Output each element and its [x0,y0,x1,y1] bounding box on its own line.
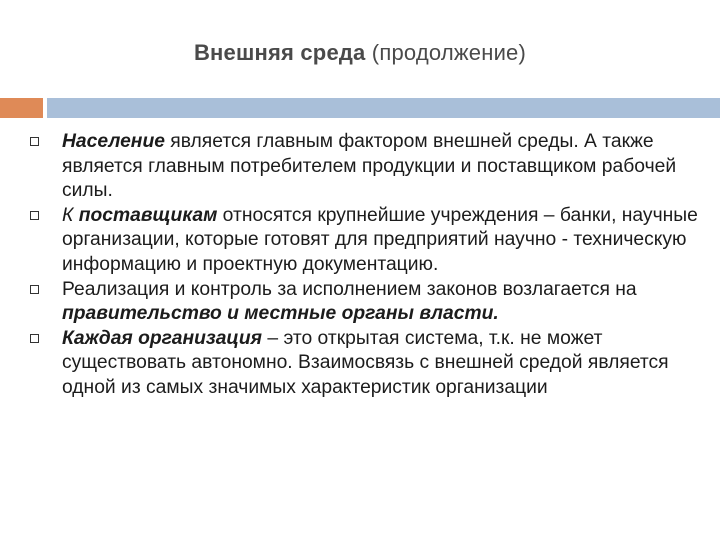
bullet-text: Реализация и контроль за исполнением законов возлагается на [62,278,637,300]
bullet-lead: Население [62,131,165,152]
bullet-item-government [30,278,702,327]
square-bullet-icon [30,137,39,146]
accent-bar-orange [0,98,43,118]
bullet-list [30,130,702,401]
bullet-lead: поставщикам [78,204,218,226]
bullet-emphasis: правительство и местные органы власти. [62,303,499,325]
bullet-item-organization [30,327,702,401]
bullet-text: – это открытая система, т.к. не может существовать автономно. Взаимосвязь с внешней средой является одной из самых значимых характеристик организации [62,327,669,398]
bullet-item-suppliers [30,204,702,278]
square-bullet-icon [30,334,39,343]
bullet-lead-prefix: К [62,204,79,226]
bullet-text: является главным фактором внешней среды. А также является главным потребителем продукции и поставщиком рабочей силы. [62,131,677,202]
bullet-text: относятся крупнейшие учреждения – банки, научные организации, которые готовят для предприятий научно - техническую информацию и проектную документацию. [62,204,698,275]
title-rest: (продолжение) [365,40,527,65]
accent-bar-blue [47,98,720,118]
square-bullet-icon [30,211,39,220]
slide-title [0,40,720,66]
bullet-lead: Каждая организация [62,327,263,349]
title-bold: Внешняя среда [193,40,366,65]
bullet-item-population [30,130,702,204]
square-bullet-icon [30,285,39,294]
